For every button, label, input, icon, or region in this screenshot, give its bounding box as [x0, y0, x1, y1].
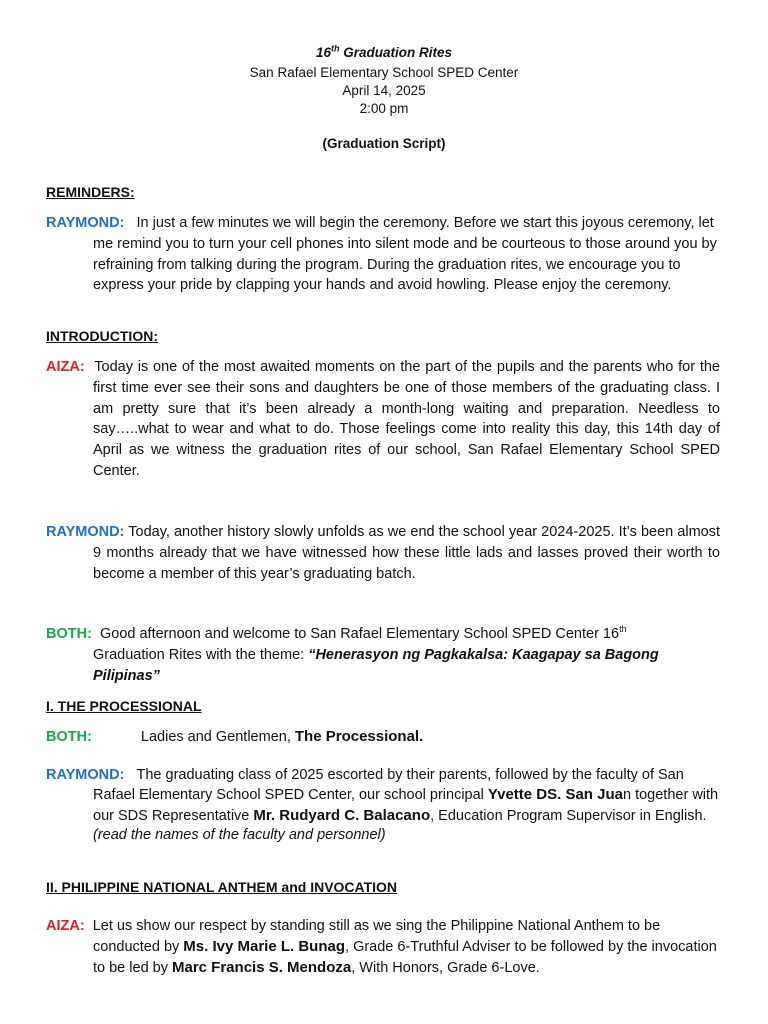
paragraph-text: Today, another history slowly unfolds as we end the school year 2024-2025. It’s been almost 9 months already that we have witnessed how these little lads and lasses proved their worth to become a member of this year’s graduating batch.: [93, 524, 720, 582]
section-heading-reminders: REMINDERS:: [46, 184, 135, 200]
speaker-label: RAYMOND:: [46, 524, 125, 540]
section-heading-introduction: INTRODUCTION:: [46, 328, 158, 344]
principal-name: Yvette DS. San Jua: [487, 786, 623, 804]
paragraph-text: Today is one of the most awaited moments on the part of the pupils and the parents who for the first time ever see their sons and daughters be one of those members of the graduating class. I am pretty sure that it’s been already a month-long waiting and preparation. Needless to say…..what to wear and what to do. Those feelings come into reality this day, this 14th day of April as we witness the graduation rites of our school, San Rafael Elementary School SPED Center.: [93, 359, 720, 479]
sds-name: Mr. Rudyard C. Balacano: [253, 806, 431, 824]
speaker-label: BOTH:: [46, 626, 92, 642]
speaker-label: AIZA:: [46, 918, 85, 934]
graduation-theme: “Henerasyon ng Pagkakalsa: Kaagapay sa Bagong Pilipinas”: [93, 646, 659, 684]
paragraph-text: In just a few minutes we will begin the ceremony. Before we start this joyous ceremony, let me remind you to turn your cell phones into silent mode and be courteous to those around you by refraining from talking during the program. During the graduation rites, we encourage you to express your pride by clapping your hands and avoid howling. Please enjoy the ceremony.: [93, 215, 717, 294]
school-name: San Rafael Elementary School SPED Center: [249, 65, 519, 80]
processional-both-line: BOTH: Ladies and Gentlemen, The Processional.: [46, 728, 424, 745]
introduction-aiza-paragraph: [46, 357, 720, 482]
document-subtitle: (Graduation Script): [322, 136, 446, 151]
speaker-label: RAYMOND:: [46, 767, 125, 783]
speaker-label: BOTH:: [46, 729, 92, 745]
event-date: April 14, 2025: [342, 83, 426, 98]
speaker-label: AIZA:: [46, 359, 85, 375]
processional-emphasis: The Processional.: [294, 728, 424, 745]
conductor-name: Ms. Ivy Marie L. Bunag: [183, 937, 346, 955]
speaker-label: RAYMOND:: [46, 215, 125, 231]
reminders-paragraph: [46, 213, 720, 296]
processional-raymond-paragraph: RAYMOND: The graduating class of 2025 escorted by their parents, followed by the faculty of San Rafael Elementary School SPED Center, our school principal Yvette DS. San Juan together with our SDS Representative Mr. Rudyard C. Balacano, Education Program Supervisor in English. (read the names of the faculty and personnel): [46, 766, 720, 846]
invoker-name: Marc Francis S. Mendoza: [172, 958, 352, 976]
introduction-both-paragraph: BOTH: Good afternoon and welcome to San Rafael Elementary School SPED Center 16th Graduation Rites with the theme: “Henerasyon ng Pagkakalsa: Kaagapay sa Bagong Pilipinas”: [46, 624, 659, 684]
section-heading-processional: I. THE PROCESSIONAL: [46, 698, 202, 714]
event-time: 2:00 pm: [359, 101, 409, 116]
section-heading-anthem: II. PHILIPPINE NATIONAL ANTHEM and INVOCATION: [46, 879, 398, 895]
introduction-raymond-paragraph: [46, 522, 720, 584]
stage-direction-note: (read the names of the faculty and personnel): [93, 827, 386, 844]
document-title: 16th Graduation Rites: [315, 43, 453, 60]
anthem-aiza-paragraph: AIZA: Let us show our respect by standing still as we sing the Philippine National Anthem to be conducted by Ms. Ivy Marie L. Bunag, Grade 6-Truthful Adviser to be followed by the invocation to be led by Marc Francis S. Mendoza, With Honors, Grade 6-Love.: [46, 918, 717, 976]
